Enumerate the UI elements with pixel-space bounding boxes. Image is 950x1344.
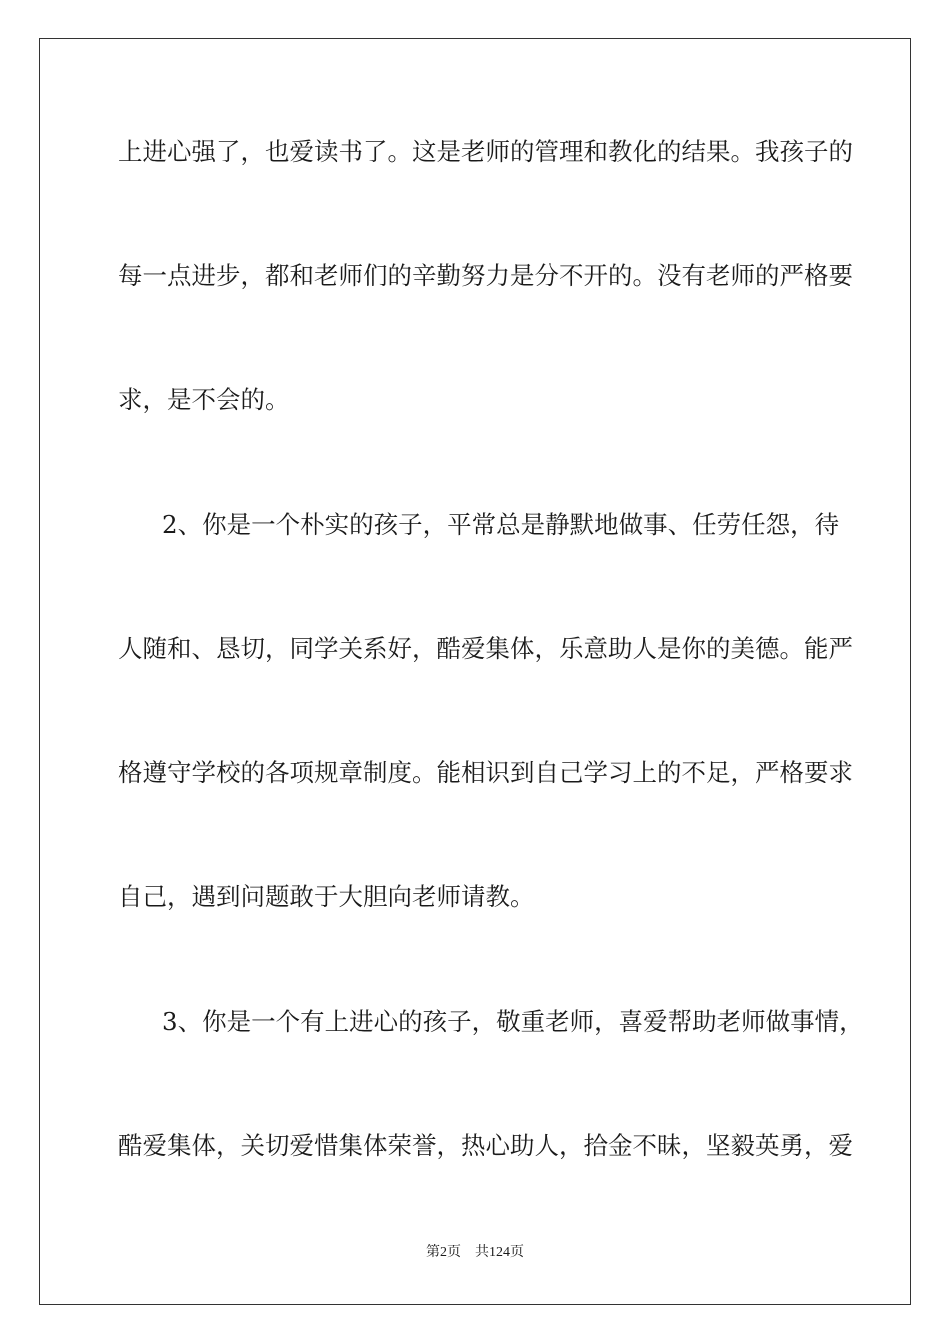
paragraph-line: 人随和、恳切，同学关系好，酷爱集体，乐意助人是你的美德。能严 [118, 634, 853, 663]
page-footer [0, 1244, 950, 1262]
paragraph-line: 求，是不会的。 [118, 385, 290, 414]
paragraph-line: 酷爱集体，关切爱惜集体荣誉，热心助人，拾金不昧，坚毅英勇，爱 [118, 1131, 853, 1160]
paragraph-line: 每一点进步，都和老师们的辛勤努力是分不开的。没有老师的严格要 [118, 261, 853, 290]
paragraph-line: 上进心强了，也爱读书了。这是老师的管理和教化的结果。我孩子的 [118, 137, 853, 166]
paragraph-line: 自己，遇到问题敢于大胆向老师请教。 [118, 882, 535, 911]
paragraph-line: 3、你是一个有上进心的孩子，敬重老师，喜爱帮助老师做事情， [162, 1007, 864, 1036]
page-number: 第2页 [426, 1245, 461, 1260]
paragraph-line: 2、你是一个朴实的孩子，平常总是静默地做事、任劳任怨，待 [162, 510, 840, 539]
page-border [39, 38, 911, 1305]
paragraph-line: 格遵守学校的各项规章制度。能相识到自己学习上的不足，严格要求 [118, 758, 853, 787]
total-pages: 共124页 [475, 1245, 524, 1260]
